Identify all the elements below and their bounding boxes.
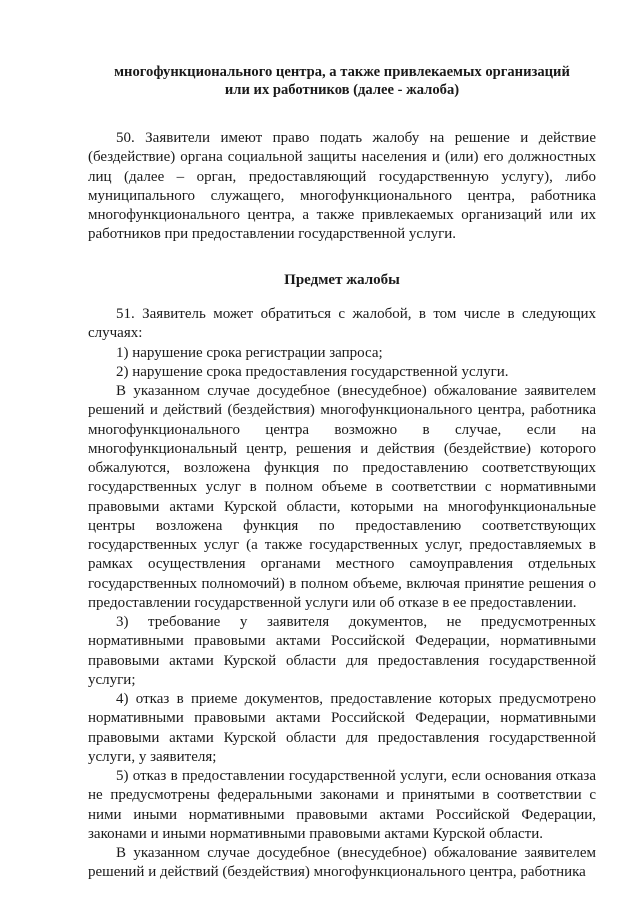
heading-line-2: или их работников (далее - жалоба) bbox=[224, 82, 460, 98]
paragraph-50-block bbox=[88, 129, 596, 245]
heading-line-1: многофункционального центра, а также привлекаемых организаций bbox=[114, 64, 570, 80]
list-item-4: 4) отказ в приеме документов, предоставление которых предусмотрено нормативными правовыми актами Российской Федерации, нормативными правовыми актами Курской области для предоставления государственной услуги, у заявителя; bbox=[88, 691, 596, 765]
paragraph-50: 50. Заявители имеют право подать жалобу на решение и действие (бездействие) органа социальной защиты населения и (или) его должностных лиц (далее – орган, предоставляющий государственную услугу), либо муниципального служащего, многофункционального центра, работника многофункционального центра, а также привлекаемых организаций или их работников при предоставлении государственной услуги. bbox=[88, 130, 596, 243]
list-item-2: 2) нарушение срока предоставления государственной услуги. bbox=[116, 363, 509, 380]
paragraph-mfc-2: В указанном случае досудебное (внесудебное) обжалование заявителем решений и действий (бездействия) многофункционального центра, работника bbox=[88, 845, 596, 881]
section-title: Предмет жалобы bbox=[284, 272, 400, 288]
list-item-5: 5) отказ в предоставлении государственной услуги, если основания отказа не предусмотрены федеральными законами и принятыми в соответствии с ними иными нормативными правовыми актами Российской Федерации, законами и иными нормативными правовыми актами Курской области. bbox=[88, 768, 596, 842]
list-item-3: 3) требование у заявителя документов, не предусмотренных нормативными правовыми актами Российской Федерации, нормативными правовыми актами Курской области для предоставления государственной услуги; bbox=[88, 614, 596, 688]
list-item-1: 1) нарушение срока регистрации запроса; bbox=[116, 344, 383, 361]
paragraph-51: 51. Заявитель может обратиться с жалобой, в том числе в следующих случаях: bbox=[88, 306, 596, 342]
paragraph-mfc: В указанном случае досудебное (внесудебное) обжалование заявителем решений и действий (бездействия) многофункционального центра, работника многофункционального центра возможно в случае, если на многофункциональный центр, решения и действия (бездействие) которого обжалуются, возложена функция по предоставлению соответствующих государственных услуг в полном объеме в соответствии с нормативными правовыми актами Курской области, которыми на многофункциональные центры возложена функция по предоставлению соответствующих государственных услуг (а также государственных услуг, предоставляемых в рамках осуществления органами местного самоуправления отдельных государственных полномочий) в полном объеме, включая принятие решения о предоставлении государственной услуги или об отказе в ее предоставлении. bbox=[88, 383, 596, 611]
body-block bbox=[88, 305, 596, 883]
